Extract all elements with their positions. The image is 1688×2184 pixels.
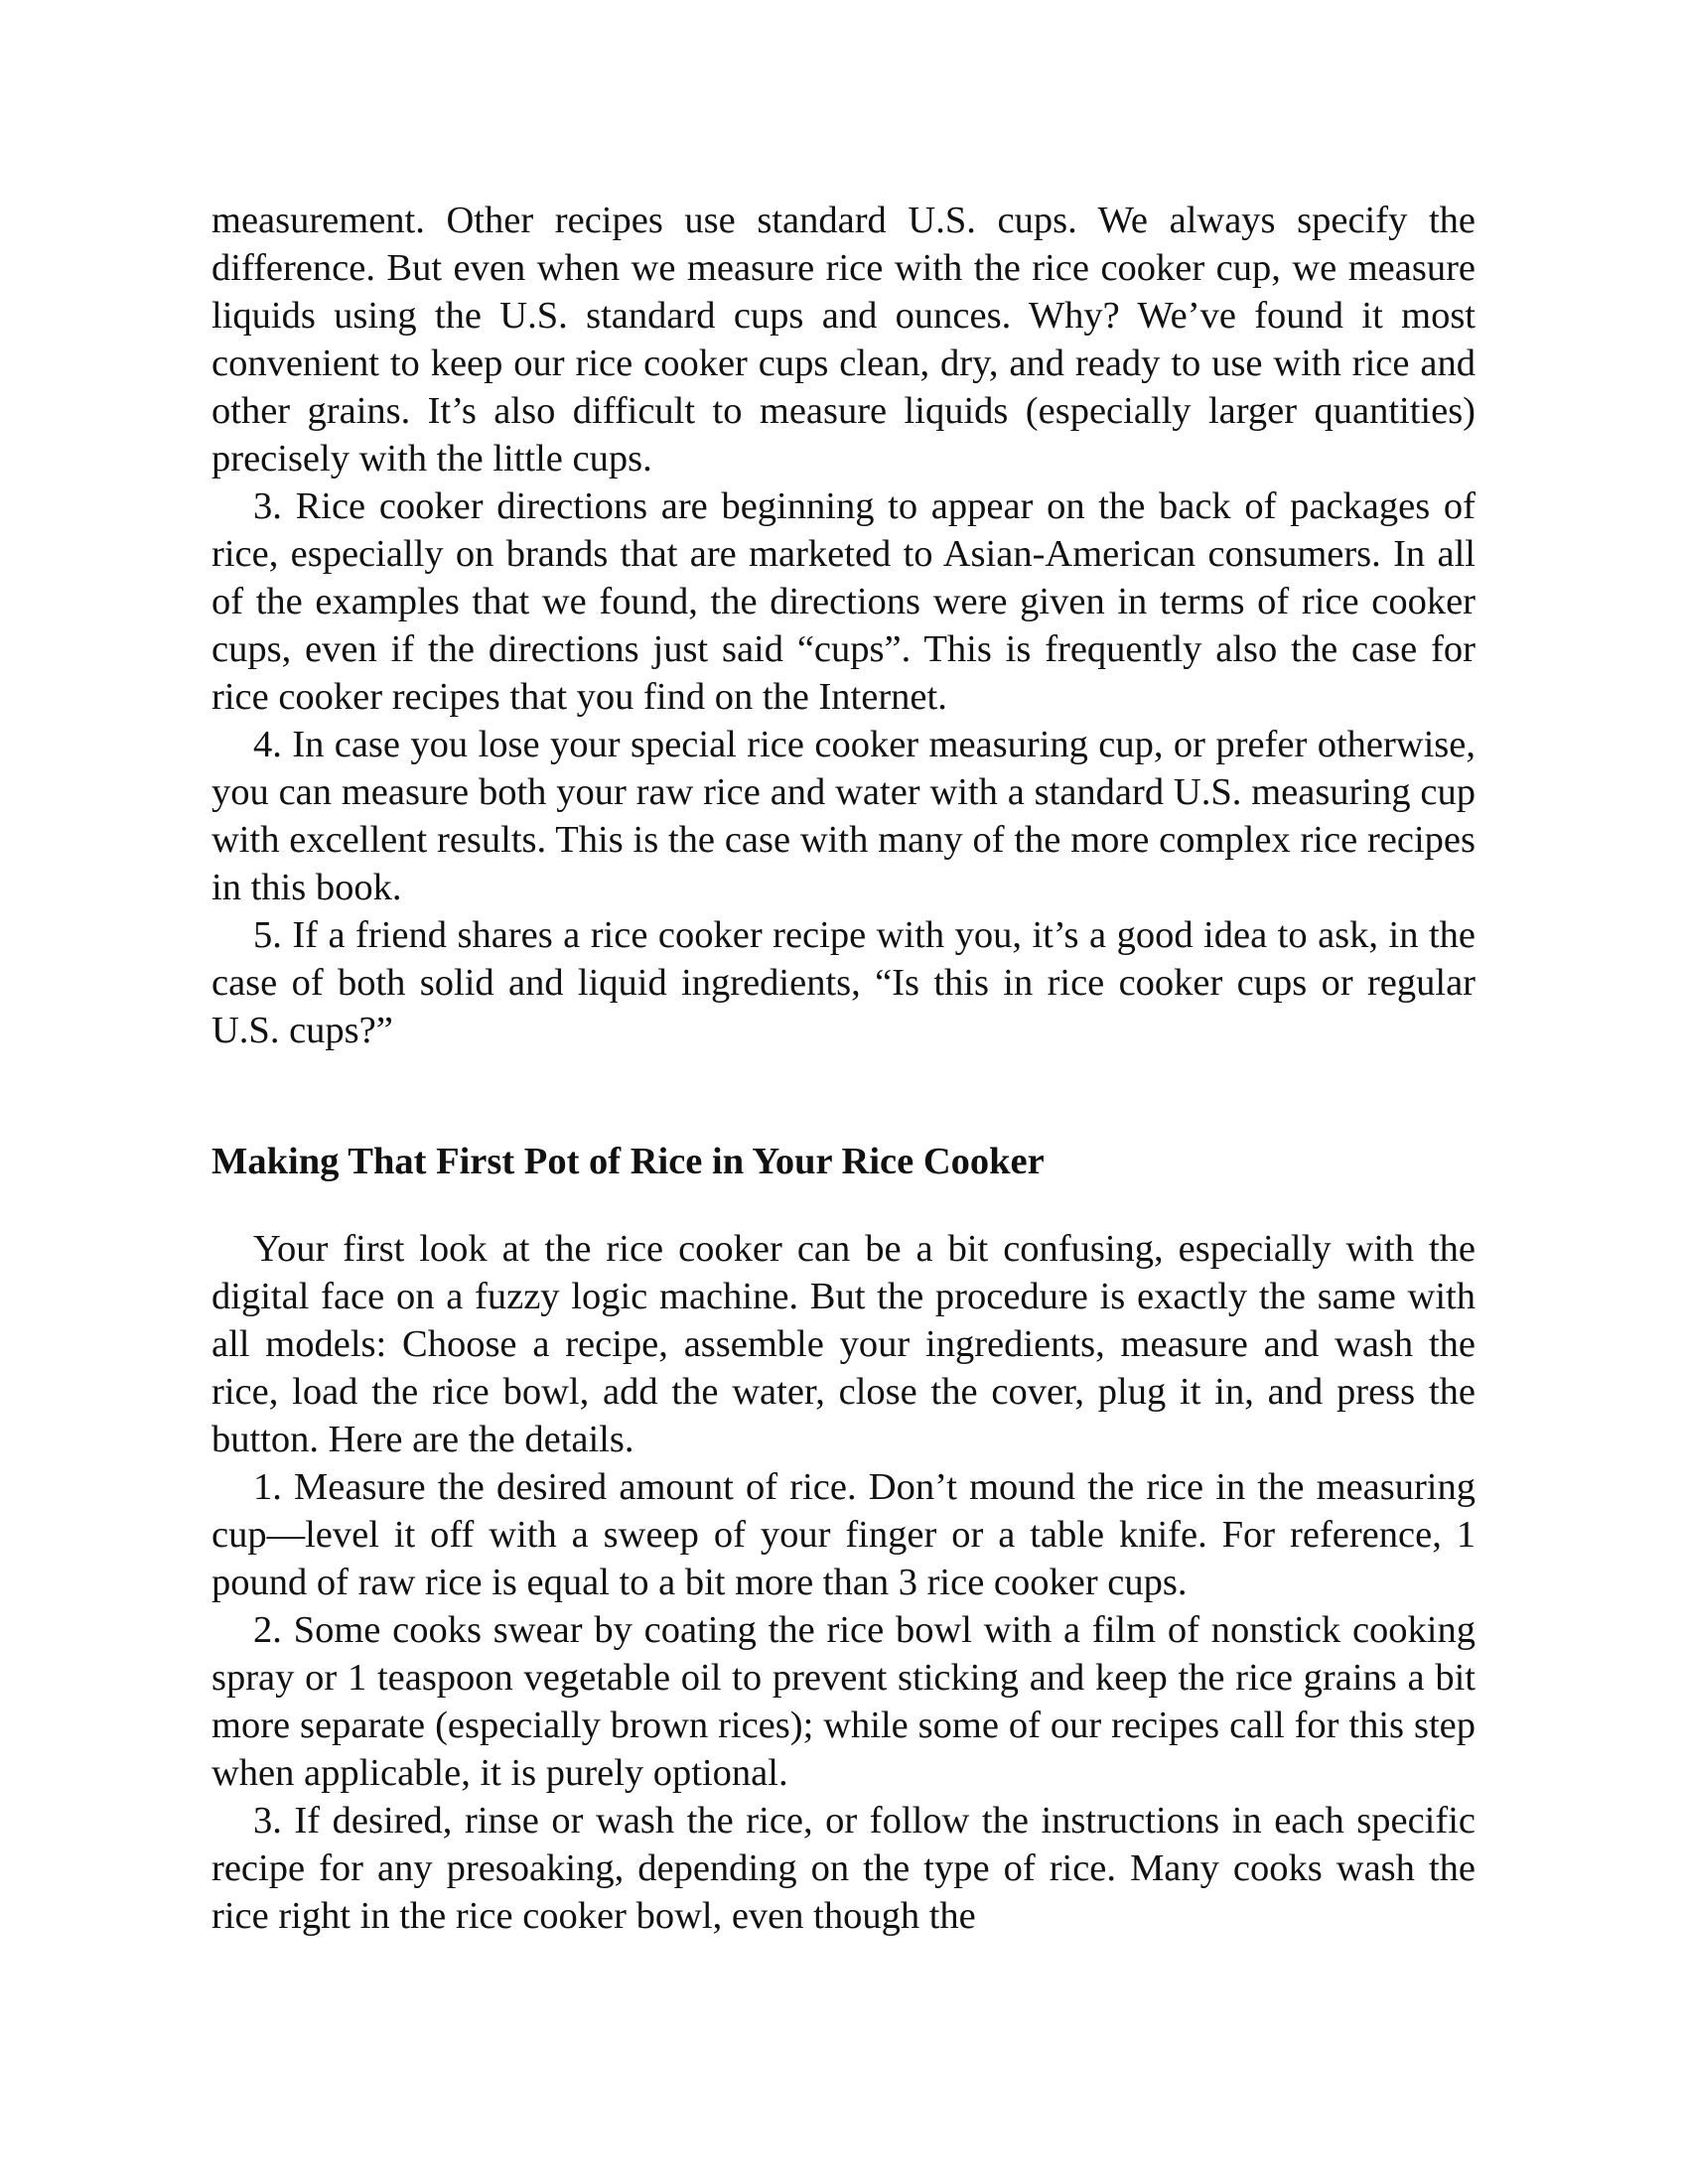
list-item: 5. If a friend shares a rice cooker recipe with you, it’s a good idea to ask, in the case of both solid and liquid ingredients, “Is this in rice cooker cups or regular U.S. cups?” <box>211 914 1476 1051</box>
document-page <box>211 197 1476 1940</box>
step-item: 3. If desired, rinse or wash the rice, or follow the instructions in each specific recipe for any presoaking, depending on the type of rice. Many cooks wash the rice right in the rice cooker bowl, even though the <box>211 1800 1476 1937</box>
continuation-paragraph: measurement. Other recipes use standard U.S. cups. We always specify the difference. But even when we measure rice with the rice cooker cup, we measure liquids using the U.S. standard cups and ounces. Why? We’ve found it most convenient to keep our rice cooker cups clean, dry, and ready to use with rice and other grains. It’s also difficult to measure liquids (especially larger quantities) precisely with the little cups. <box>211 200 1476 479</box>
section-heading: Making That First Pot of Rice in Your Rice Cooker <box>211 1141 1045 1182</box>
spacer <box>211 1185 1476 1225</box>
spacer <box>211 1054 1476 1138</box>
list-item: 3. Rice cooker directions are beginning to appear on the back of packages of rice, especially on brands that are marketed to Asian-American consumers. In all of the examples that we found, the directions were given in terms of rice cooker cups, even if the directions just said “cups”. This is frequently also the case for rice cooker recipes that you find on the Internet. <box>211 485 1476 718</box>
list-item: 4. In case you lose your special rice cooker measuring cup, or prefer otherwise, you can measure both your raw rice and water with a standard U.S. measuring cup with excellent results. This is the case with many of the more complex rice recipes in this book. <box>211 724 1476 908</box>
step-item: 1. Measure the desired amount of rice. Don’t mound the rice in the measuring cup—level it off with a sweep of your finger or a table knife. For reference, 1 pound of raw rice is equal to a bit more than 3 rice cooker cups. <box>211 1466 1476 1603</box>
intro-paragraph: Your first look at the rice cooker can be a bit confusing, especially with the digital face on a fuzzy logic machine. But the procedure is exactly the same with all models: Choose a recipe, assemble your ingredients, measure and wash the rice, load the rice bowl, add the water, close the cover, plug it in, and press the button. Here are the details. <box>211 1228 1476 1460</box>
step-item: 2. Some cooks swear by coating the rice bowl with a film of nonstick cooking spray or 1 teaspoon vegetable oil to prevent sticking and keep the rice grains a bit more separate (especially brown rices); while some of our recipes call for this step when applicable, it is purely optional. <box>211 1609 1476 1794</box>
